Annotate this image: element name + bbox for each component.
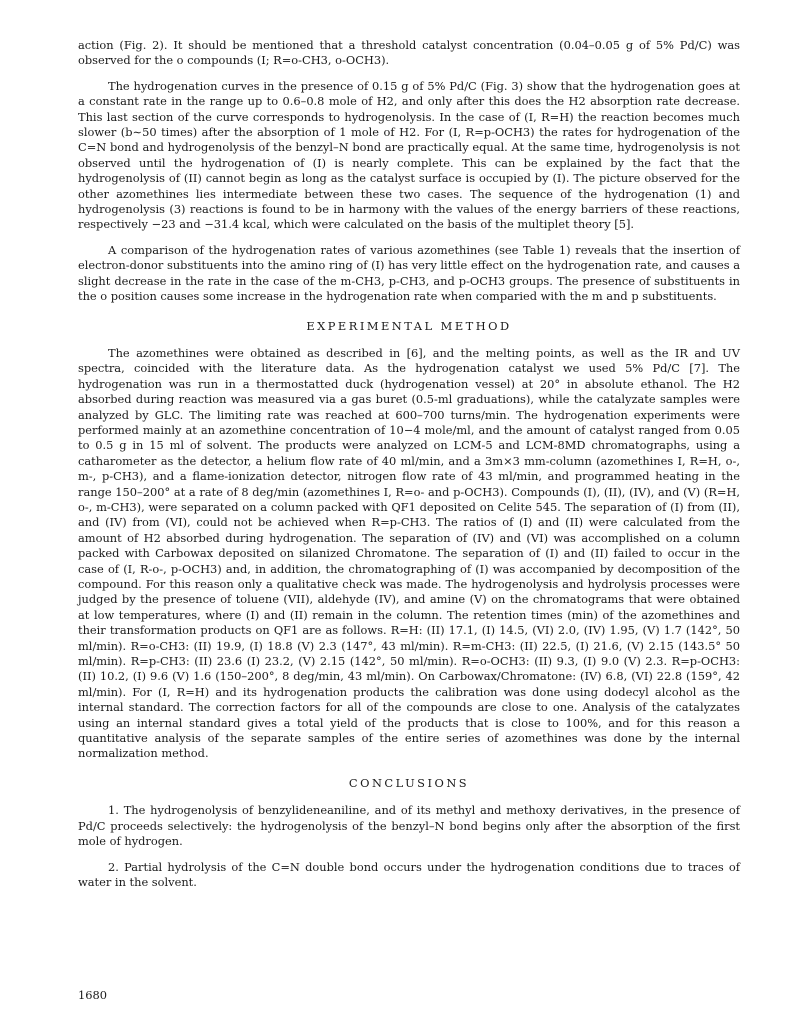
page-body <box>78 38 740 900</box>
conclusion-item: 2. Partial hydrolysis of the C=N double bond occurs under the hydrogenation conditions due to traces of water in the solvent. <box>78 859 740 889</box>
paragraph-experimental: The azomethines were obtained as described in [6], and the melting points, as well as the IR and UV spectra, coincided with the literature data. As the hydrogenation catalyst we used 5% Pd/C [7]. The hydrogenation was run in a thermostatted duck (hydrogenation vessel) at 20° in absolute ethanol. The H2 absorbed during reaction was measured via a gas buret (0.5-ml graduations), while the catalyzate samples were analyzed by GLC. The limiting rate was reached at 600–700 turns/min. The hydrogenation experiments were performed mainly at an azomethine concentration of 10−4 mole/ml, and the amount of catalyst ranged from 0.05 to 0.5 g in 15 ml of solvent. The products were analyzed on LCM-5 and LCM-8MD chromatographs, using a catharometer as the detector, a helium flow rate of 40 ml/min, and a 3m×3 mm-column (azomethines I, R=H, o-, m-, p-CH3), and a flame-ionization detector, nitrogen flow rate of 43 ml/min, and programmed heating in the range 150–200° at a rate of 8 deg/min (azomethines I, R=o- and p-OCH3). Compounds (I), (II), (IV), and (V) (R=H, o-, m-CH3), were separated on a column packed with QF1 deposited on Celite 545. The separation of (I) from (II), and (IV) from (VI), could not be achieved when R=p-CH3. The ratios of (I) and (II) were calculated from the amount of H2 absorbed during hydrogenation. The separation of (IV) and (VI) was accomplished on a column packed with Carbowax deposited on silanized Chromatone. The separation of (I) and (II) failed to occur in the case of (I, R-o-, p-OCH3) and, in addition, the chromatographing of (I) was accompanied by decomposition of the compound. For this reason only a qualitative check was made. The hydrogenolysis and hydrolysis processes were judged by the presence of toluene (VII), aldehyde (IV), and amine (V) on the chromatograms that were obtained at low temperatures, where (I) and (II) remain in the column. The retention times (min) of the azomethines and their transformation products on QF1 are as follows. R=H: (II) 17.1, (I) 14.5, (VI) 2.0, (IV) 1.95, (V) 1.7 (142°, 50 ml/min). R=o-CH3: (II) 19.9, (I) 18.8 (V) 2.3 (147°, 43 ml/min). R=m-CH3: (II) 22.5, (I) 21.6, (V) 2.15 (143.5° 50 ml/min). R=p-CH3: (II) 23.6 (I) 23.2, (V) 2.15 (142°, 50 ml/min). R=o-OCH3: (II) 9.3, (I) 9.0 (V) 2.3. R=p-OCH3: (II) 10.2, (I) 9.6 (V) 1.6 (150–200°, 8 deg/min, 43 ml/min). On Carbowax/Chromatone: (IV) 6.8, (VI) 22.8 (159°, 42 ml/min). For (I, R=H) and its hydrogenation products the calibration was done using dodecyl alcohol as the internal standard. The correction factors for all of the compounds are close to one. Analysis of the catalyzates using an internal standard gives a total yield of the products that is close to 100%, and for this reason a quantitative analysis of the separate samples of the entire series of azomethines was done by the internal normalization method. <box>78 345 740 761</box>
section-heading-conclusions: CONCLUSIONS <box>348 775 470 790</box>
page-number: 1680 <box>78 988 107 1002</box>
paragraph: The hydrogenation curves in the presence of 0.15 g of 5% Pd/C (Fig. 3) show that the hydrogenation goes at a constant rate in the range up to 0.6–0.8 mole of H2, and only after this does the H2 absorption rate decrease. This last section of the curve corresponds to hydrogenolysis. In the case of (I, R=H) the reaction becomes much slower (b∼50 times) after the absorption of 1 mole of H2. For (I, R=p-OCH3) the rates for hydrogenation of the C=N bond and hydrogenolysis of the benzyl–N bond are practically equal. At the same time, hydrogenolysis is not observed until the hydrogenation of (I) is nearly complete. This can be explained by the fact that the hydrogenolysis of (II) cannot begin as long as the catalyst surface is occupied by (I). The picture observed for the other azomethines lies intermediate between these two cases. The sequence of the hydrogenation (1) and hydrogenolysis (3) reactions is found to be in harmony with the values of the energy barriers of these reactions, respectively −23 and −31.4 kcal, which were calculated on the basis of the multiplet theory [5]. <box>78 78 740 232</box>
conclusion-item: 1. The hydrogenolysis of benzylideneaniline, and of its methyl and methoxy derivatives, in the presence of Pd/C proceeds selectively: the hydrogenolysis of the benzyl–N bond begins only after the absorption of the first mole of hydrogen. <box>78 803 740 849</box>
paragraph: A comparison of the hydrogenation rates of various azomethines (see Table 1) reveals that the insertion of electron-donor substituents into the amino ring of (I) has very little effect on the hydrogenation rate, and causes a slight decrease in the rate in the case of the m-CH3, p-CH3, and p-OCH3 groups. The presence of substituents in the o position causes some increase in the hydrogenation rate when comparied with the m and p substituents. <box>78 242 740 304</box>
paragraph: action (Fig. 2). It should be mentioned that a threshold catalyst concentration (0.04–0.05 g of 5% Pd/C) was observed for the o compounds (I; R=o-CH3, o-OCH3). <box>78 38 740 68</box>
section-heading-experimental: EXPERIMENTAL METHOD <box>306 318 512 333</box>
